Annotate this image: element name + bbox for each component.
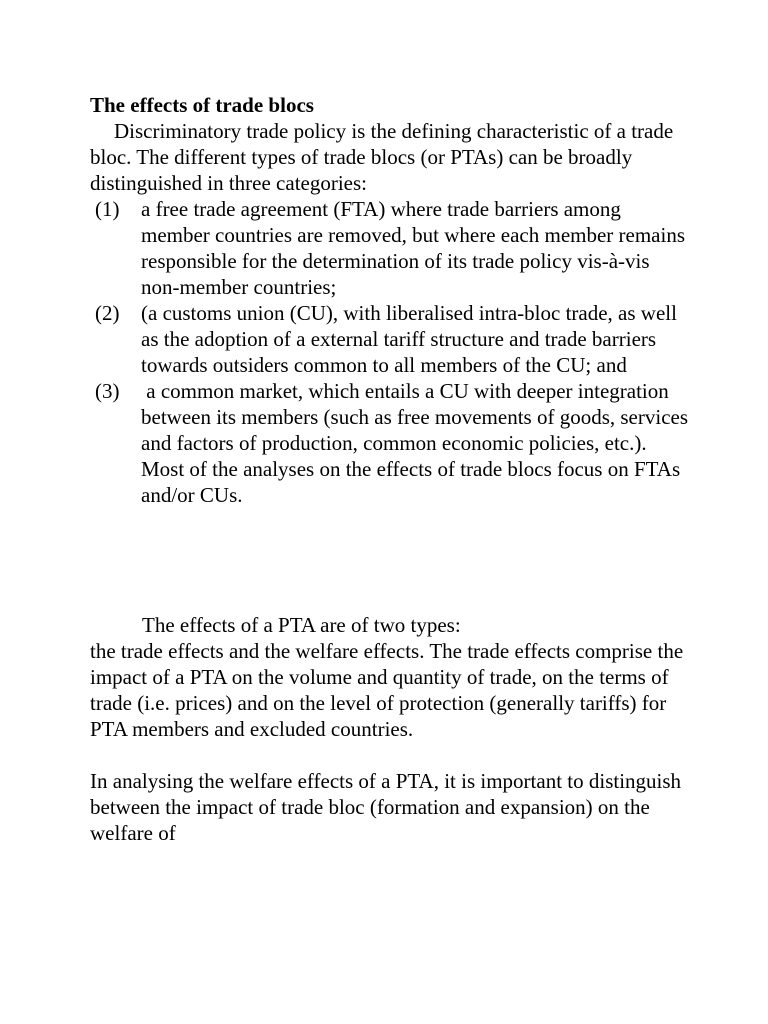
list-item	[90, 196, 690, 300]
list-item-text: a free trade agreement (FTA) where trade barriers among member countries are removed, but where each member remains responsible for the determination of its trade policy vis-à-vis non-member countries;	[141, 197, 686, 299]
document-page	[90, 92, 694, 846]
list-item-text: a common market, which entails a CU with deeper integration between its members (such as free movements of goods, services and factors of production, common economic policies, etc.). Most of the analyses on the effects of trade blocs focus on FTAs and/or CUs.	[141, 379, 694, 507]
trade-bloc-categories-list	[90, 196, 694, 508]
list-item-text: (a customs union (CU), with liberalised intra-bloc trade, as well as the adoption of a external tariff structure and trade barriers towards outsiders common to all members of the CU; and	[141, 301, 677, 377]
blank-line	[90, 742, 690, 768]
list-item-number: (3)	[95, 379, 120, 403]
effects-heading-line: The effects of a PTA are of two types:	[142, 613, 461, 637]
list-item-number: (2)	[95, 301, 120, 325]
blank-space	[90, 508, 690, 612]
list-item-number: (1)	[95, 197, 120, 221]
intro-paragraph: Discriminatory trade policy is the defining characteristic of a trade bloc. The different types of trade blocs (or PTAs) can be broadly distinguished in three categories:	[90, 119, 674, 195]
effects-paragraph	[90, 612, 690, 742]
list-item	[90, 300, 690, 378]
effects-body: the trade effects and the welfare effects. The trade effects comprise the impact of a PTA on the volume and quantity of trade, on the terms of trade (i.e. prices) and on the level of protection (generally tariffs) for PTA members and excluded countries.	[90, 639, 684, 741]
document-title: The effects of trade blocs	[90, 93, 314, 117]
welfare-paragraph: In analysing the welfare effects of a PTA, it is important to distinguish between the impact of trade bloc (formation and expansion) on the welfare of	[90, 769, 682, 845]
list-item	[90, 378, 694, 508]
